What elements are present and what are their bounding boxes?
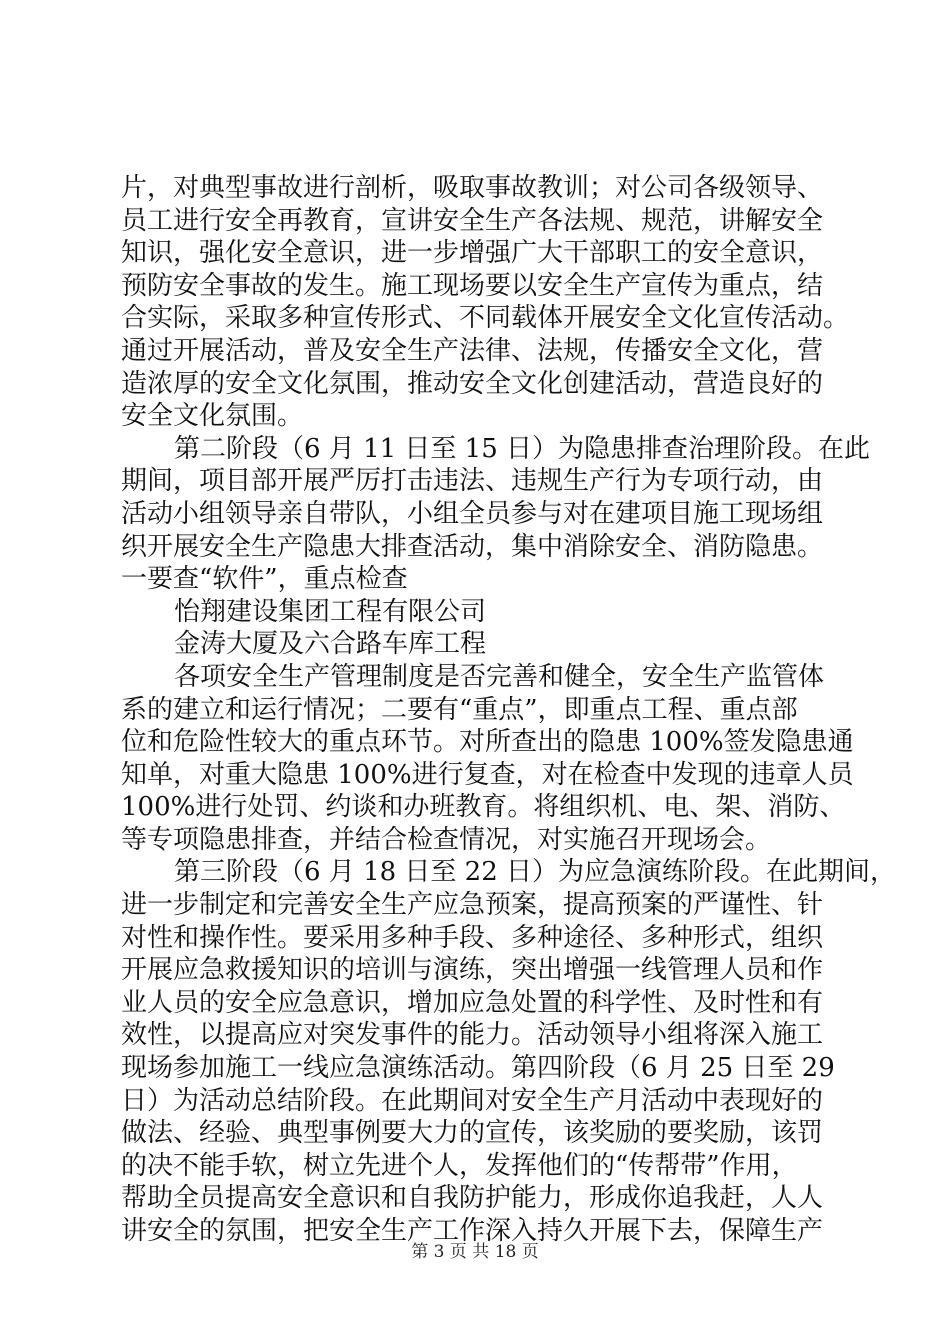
text-line: 预防安全事故的发生。施工现场要以安全生产宣传为重点，结 [121, 270, 824, 301]
text-line: 现场参加施工一线应急演练活动。第四阶段（6 月 25 日至 29 [121, 1053, 835, 1084]
paragraph-start-line: 第三阶段（6 月 18 日至 22 日）为应急演练阶段。在此期间， [174, 857, 897, 888]
text-line: 开展应急救援知识的培训与演练，突出增强一线管理人员和作 [121, 955, 824, 986]
text-line: 员工进行安全再教育，宣讲安全生产各法规、规范，讲解安全 [121, 205, 824, 236]
text-line: 等专项隐患排查，并结合检查情况，对实施召开现场会。 [121, 824, 772, 855]
text-line: 期间，项目部开展严厉打击违法、违规生产行为专项行动，由 [121, 466, 824, 497]
text-line: 讲安全的氛围，把安全生产工作深入持久开展下去，保障生产 [121, 1216, 824, 1246]
text-line: 活动小组领导亲自带队，小组全员参与对在建项目施工现场组 [121, 498, 824, 529]
text-line: 100%进行处罚、约谈和办班教育。将组织机、电、架、消防、 [121, 792, 846, 823]
text-line: 日）为活动总结阶段。在此期间对安全生产月活动中表现好的 [121, 1085, 824, 1116]
text-line: 位和危险性较大的重点环节。对所查出的隐患 100%签发隐患通 [121, 727, 854, 758]
text-line: 通过开展活动，普及安全生产法律、法规，传播安全文化，营 [121, 335, 824, 366]
text-line: 的决不能手软，树立先进个人，发挥他们的“传帮带”作用， [121, 1150, 798, 1181]
text-line: 帮助全员提高安全意识和自我防护能力，形成你追我赶，人人 [121, 1183, 824, 1214]
text-line: 进一步制定和完善安全生产应急预案，提高预案的严谨性、针 [121, 890, 824, 921]
project-name-line: 金涛大厦及六合路车库工程 [174, 629, 487, 660]
text-line: 做法、经验、典型事例要大力的宣传，该奖励的要奖励，该罚 [121, 1118, 824, 1149]
text-line: 片，对典型事故进行剖析，吸取事故教训；对公司各级领导、 [121, 173, 824, 203]
page-number: 第 3 页 共 18 页 [411, 1242, 539, 1262]
text-line: 对性和操作性。要采用多种手段、多种途径、多种形式，组织 [121, 922, 824, 953]
paragraph-start-line: 各项安全生产管理制度是否完善和健全，安全生产监管体 [174, 661, 825, 692]
text-line: 安全文化氛围。 [121, 401, 304, 432]
text-line: 效性，以提高应对突发事件的能力。活动领导小组将深入施工 [121, 1020, 824, 1051]
text-line: 合实际，采取多种宣传形式、不同载体开展安全文化宣传活动。 [121, 303, 850, 334]
text-line: 系的建立和运行情况；二要有“重点”，即重点工程、重点部 [121, 694, 798, 725]
text-line: 知单，对重大隐患 100%进行复查，对在检查中发现的违章人员 [121, 759, 854, 790]
document-body [121, 172, 897, 1248]
paragraph-start-line: 第二阶段（6 月 11 日至 15 日）为隐患排查治理阶段。在此 [174, 433, 871, 464]
text-line: 造浓厚的安全文化氛围，推动安全文化创建活动，营造良好的 [121, 368, 824, 399]
text-line: 织开展安全生产隐患大排查活动，集中消除安全、消防隐患。 [121, 531, 824, 562]
text-line: 知识，强化安全意识，进一步增强广大干部职工的安全意识， [121, 238, 824, 269]
text-line: 业人员的安全应急意识，增加应急处置的科学性、及时性和有 [121, 987, 824, 1018]
company-name-line: 怡翔建设集团工程有限公司 [174, 596, 487, 627]
text-line: 一要查“软件”，重点检查 [121, 564, 408, 595]
